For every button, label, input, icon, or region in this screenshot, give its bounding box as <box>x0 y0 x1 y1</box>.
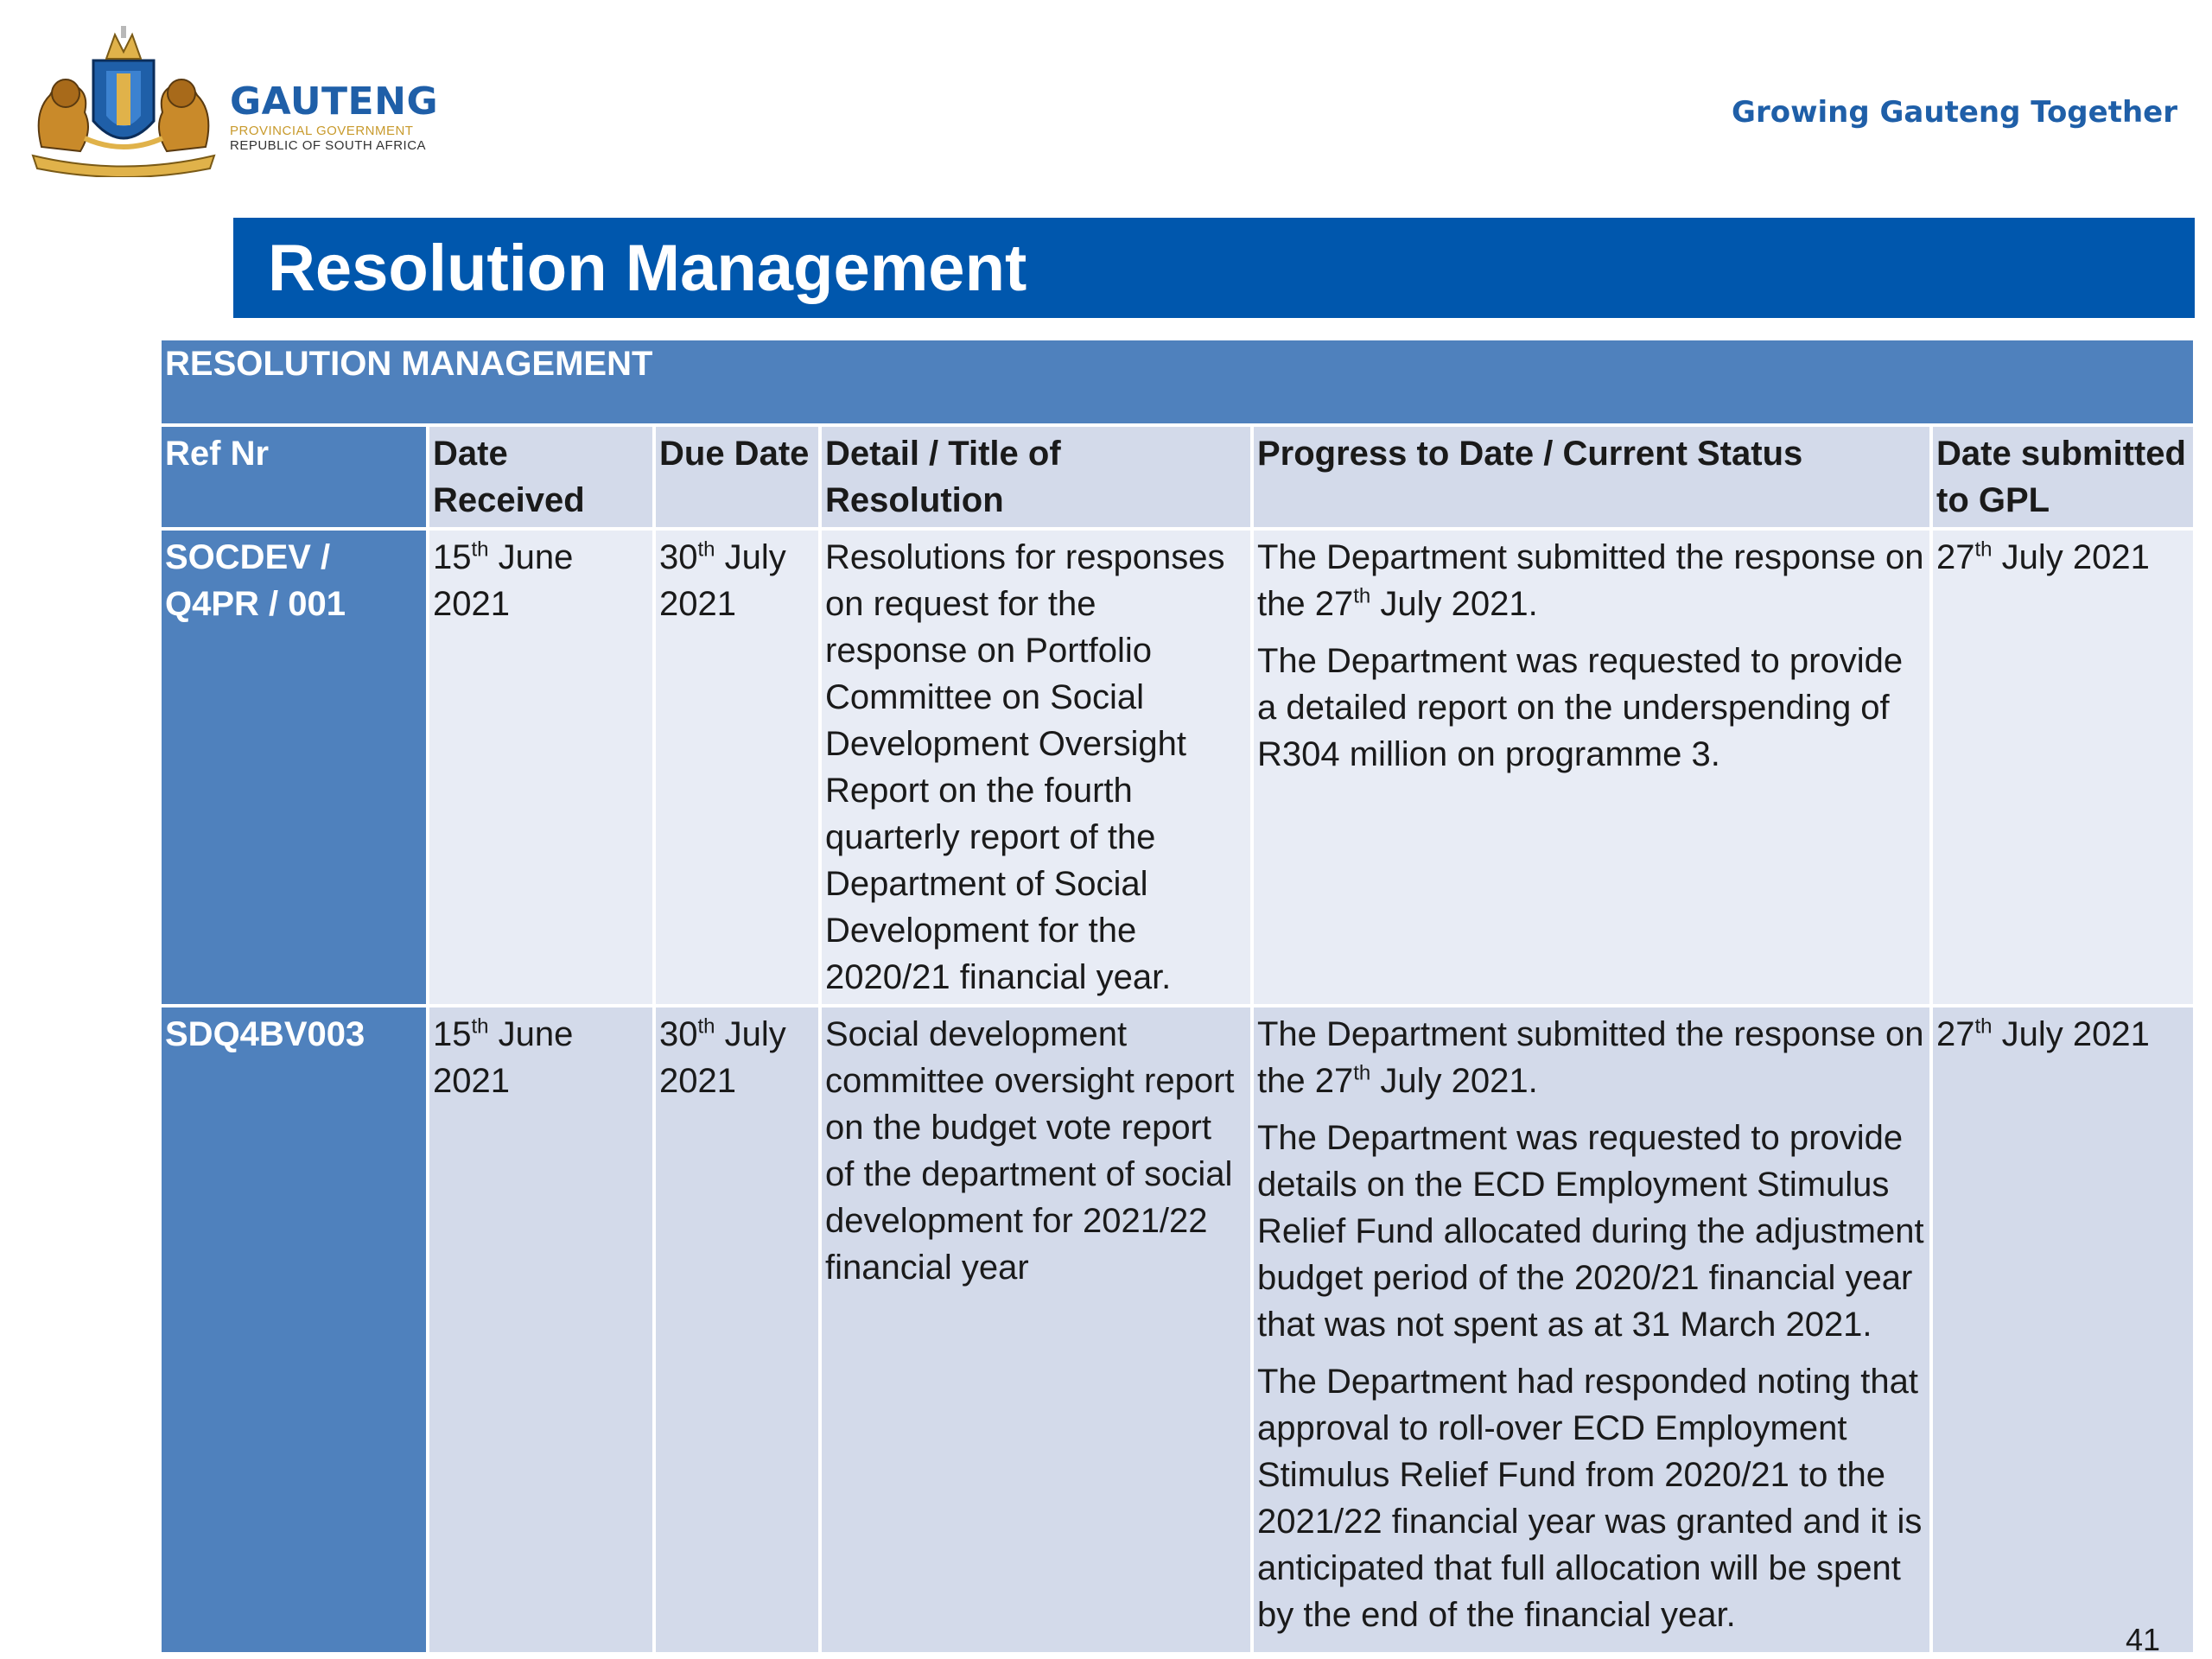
progress-text: The Department submitted the response on the 27 <box>1257 538 1924 623</box>
progress-text: The Department submitted the response on the 27 <box>1257 1015 1924 1100</box>
date-suffix: th <box>1353 584 1371 608</box>
ref-number-cell: SDQ4BV003 <box>160 1006 428 1654</box>
progress-paragraph <box>1257 1358 1926 1638</box>
date-day: 30 <box>659 538 698 576</box>
date-day: 15 <box>433 1015 472 1053</box>
detail-cell: Resolutions for responses on request for the response on Portfolio Committee on Social Development Oversight Report on the fourth quarterly report of the Department of Social Development for the 2020/21 financial year. <box>820 529 1252 1006</box>
progress-text-end: July 2021. <box>1370 1062 1538 1100</box>
resolution-table <box>158 337 2193 1656</box>
brand-block <box>230 79 439 153</box>
column-header-date-submitted: Date submitted to GPL <box>1931 425 2195 529</box>
date-day: 27 <box>1936 538 1975 576</box>
table-row <box>160 529 2195 1006</box>
progress-text: The Department was requested to provide details on the ECD Employment Stimulus Relief Fund allocated during the adjustment budget period of the 2020/21 financial year that was not spent as at 31 March 2021. <box>1257 1119 1924 1344</box>
column-header-detail: Detail / Title of Resolution <box>820 425 1252 529</box>
date-suffix: th <box>471 1014 489 1039</box>
date-suffix: th <box>471 537 489 562</box>
due-date-cell <box>654 1006 820 1654</box>
column-header-ref: Ref Nr <box>160 425 428 529</box>
date-rest: July 2021 <box>659 1015 786 1100</box>
due-date-cell <box>654 529 820 1006</box>
date-submitted-cell <box>1931 529 2195 1006</box>
date-suffix: th <box>1353 1061 1371 1085</box>
brand-subtitle: PROVINCIAL GOVERNMENT <box>230 124 414 138</box>
date-submitted-cell <box>1931 1006 2195 1657</box>
table-row <box>160 1006 2195 1654</box>
section-header-row <box>160 339 2195 425</box>
page-number: 41 <box>2125 1622 2160 1657</box>
page-title: Resolution Management <box>268 231 1027 305</box>
date-rest: June 2021 <box>433 1015 574 1100</box>
date-day: 27 <box>1936 1015 1975 1053</box>
date-suffix: th <box>1974 1014 1993 1039</box>
ref-number-cell: SOCDEV / Q4PR / 001 <box>160 529 428 1006</box>
column-header-date-received: Date Received <box>428 425 654 529</box>
date-received-cell <box>428 529 654 1006</box>
date-suffix: th <box>1974 537 1993 562</box>
progress-cell <box>1252 529 1931 1006</box>
date-day: 15 <box>433 538 472 576</box>
date-rest: June 2021 <box>433 538 574 623</box>
progress-text: The Department was requested to provide a detailed report on the underspending of R304 million on programme 3. <box>1257 642 1904 773</box>
detail-cell: Social development committee oversight report on the budget vote report of the department of social development for 2021/22 financial year <box>820 1006 1252 1654</box>
date-day: 30 <box>659 1015 698 1053</box>
progress-cell <box>1252 1006 1931 1654</box>
progress-paragraph <box>1257 1011 1926 1104</box>
date-rest: July 2021 <box>1992 538 2150 576</box>
section-title: RESOLUTION MANAGEMENT <box>160 339 2195 425</box>
date-received-cell <box>428 1006 654 1654</box>
progress-text: The Department had responded noting that approval to roll-over ECD Employment Stimulus Relief Fund from 2020/21 to the 2021/22 financial year was granted and it is anticipated that full allocation will be spent by the end of the financial year. <box>1257 1363 1923 1634</box>
column-header-due-date: Due Date <box>654 425 820 529</box>
progress-paragraph <box>1257 1115 1926 1348</box>
page-header <box>0 0 2212 199</box>
column-header-progress: Progress to Date / Current Status <box>1252 425 1931 529</box>
brand-name: GAUTENG <box>230 79 439 124</box>
brand-country: REPUBLIC OF SOUTH AFRICA <box>230 137 427 153</box>
title-bar <box>233 218 2195 318</box>
coat-of-arms-icon <box>24 26 223 177</box>
progress-paragraph <box>1257 638 1926 778</box>
date-rest: July 2021 <box>1992 1015 2150 1053</box>
progress-text-end: July 2021. <box>1370 585 1538 623</box>
progress-paragraph <box>1257 534 1926 627</box>
date-suffix: th <box>697 1014 715 1039</box>
date-suffix: th <box>697 537 715 562</box>
column-header-row <box>160 425 2195 529</box>
date-rest: July 2021 <box>659 538 786 623</box>
tagline: Growing Gauteng Together <box>1732 95 2177 130</box>
